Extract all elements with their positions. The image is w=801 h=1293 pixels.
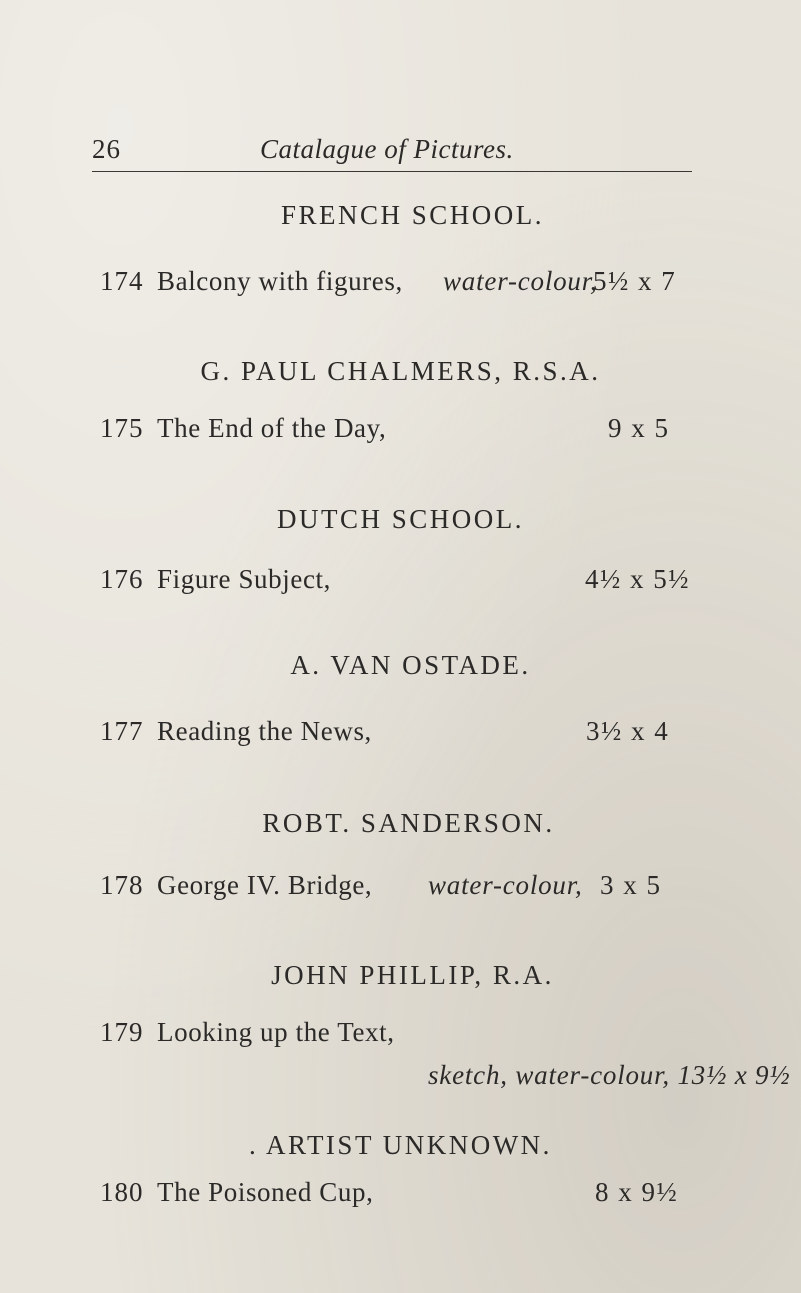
entry-title: Figure Subject,: [157, 564, 331, 594]
section-heading: JOHN PHILLIP, R.A.: [271, 960, 554, 990]
catalogue-entry: [0, 1017, 801, 1053]
entry-medium: water-colour,: [428, 870, 583, 900]
section-heading: FRENCH SCHOOL.: [280, 200, 545, 230]
catalogue-entry: [0, 716, 801, 752]
section-heading: A. VAN OSTADE.: [290, 650, 531, 680]
entry-medium: water-colour,: [443, 266, 598, 296]
entry-dimensions: 5½ x 7: [593, 266, 677, 296]
running-title: Catalague of Pictures.: [260, 134, 514, 164]
entry-dimensions: 4½ x 5½: [585, 564, 690, 594]
entry-title: Reading the News,: [157, 716, 372, 746]
entry-title: The Poisoned Cup,: [157, 1177, 374, 1207]
entry-title: George IV. Bridge,: [157, 870, 373, 900]
header-rule: [92, 171, 692, 172]
section-heading: . ARTIST UNKNOWN.: [249, 1130, 552, 1160]
catalogue-entry: [0, 1177, 801, 1213]
entry-dimensions: 8 x 9½: [595, 1177, 679, 1207]
entry-number: 178: [100, 870, 144, 900]
entry-title: Balcony with figures,: [157, 266, 403, 296]
section-heading: ROBT. SANDERSON.: [262, 808, 555, 838]
catalogue-entry-continuation: [0, 1060, 801, 1096]
section-heading: DUTCH SCHOOL.: [276, 504, 524, 534]
entry-number: 179: [100, 1017, 144, 1047]
entry-number: 177: [100, 716, 144, 746]
entry-dimensions: 3½ x 4: [586, 716, 670, 746]
catalogue-entry: [0, 564, 801, 600]
catalogue-entry: [0, 870, 801, 906]
entry-title: Looking up the Text,: [157, 1017, 395, 1047]
entry-number: 176: [100, 564, 144, 594]
catalogue-entry: [0, 266, 801, 302]
entry-number: 174: [100, 266, 144, 296]
entry-dimensions: 3 x 5: [600, 870, 662, 900]
entry-medium-dimensions: sketch, water-colour, 13½ x 9½: [428, 1060, 791, 1090]
catalogue-entry: [0, 413, 801, 449]
entry-dimensions: 9 x 5: [608, 413, 670, 443]
entry-number: 175: [100, 413, 144, 443]
entry-number: 180: [100, 1177, 144, 1207]
entry-title: The End of the Day,: [157, 413, 387, 443]
section-heading: G. PAUL CHALMERS, R.S.A.: [200, 356, 601, 386]
running-head: [92, 134, 692, 174]
page-number: 26: [92, 134, 121, 164]
